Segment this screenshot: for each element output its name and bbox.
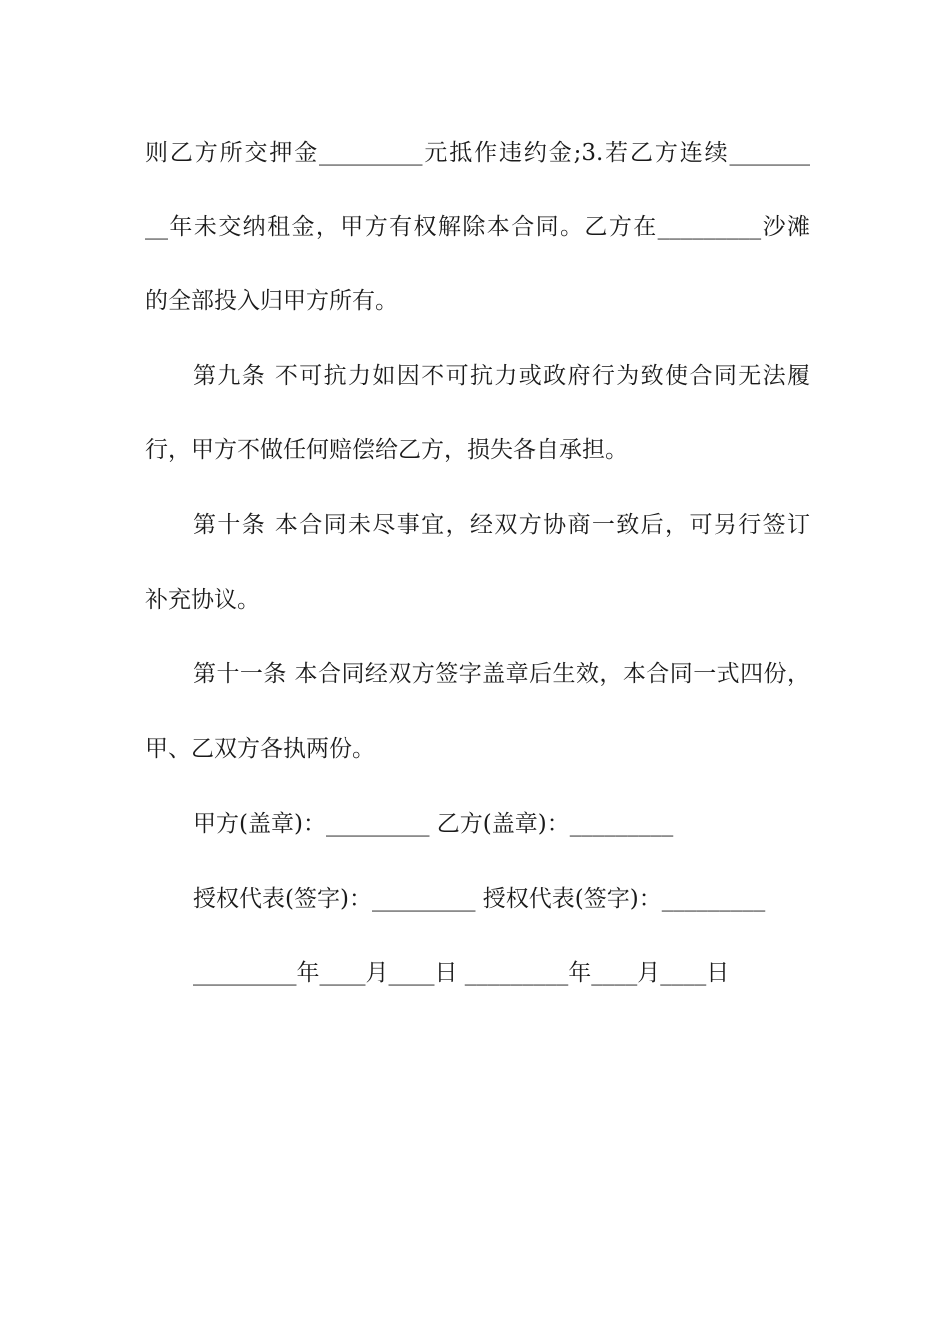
paragraph-line-3: 的全部投入归甲方所有。 (145, 288, 398, 314)
article-9-line-2: 行，甲方不做任何赔偿给乙方，损失各自承担。 (145, 437, 628, 463)
paragraph-line-1: 则乙方所交押金_________元抵作违约金;3.若乙方连续_______ (145, 140, 810, 166)
seal-line: 甲方(盖章)：_________ 乙方(盖章)：_________ (193, 811, 674, 837)
article-10-line-1: 第十条 本合同未尽事宜，经双方协商一致后，可另行签订 (193, 512, 810, 538)
date-line: _________年____月____日 _________年____月____日 (193, 960, 730, 986)
article-11-line-2: 甲、乙双方各执两份。 (145, 736, 375, 762)
article-11-line-1: 第十一条 本合同经双方签字盖章后生效，本合同一式四份， (193, 661, 810, 687)
signature-line: 授权代表(签字)：_________ 授权代表(签字)：_________ (193, 886, 766, 912)
article-10-line-2: 补充协议。 (145, 587, 260, 613)
article-9-line-1: 第九条 不可抗力如因不可抗力或政府行为致使合同无法履 (193, 363, 810, 389)
paragraph-line-2: __年未交纳租金，甲方有权解除本合同。乙方在_________沙滩 (145, 214, 810, 240)
